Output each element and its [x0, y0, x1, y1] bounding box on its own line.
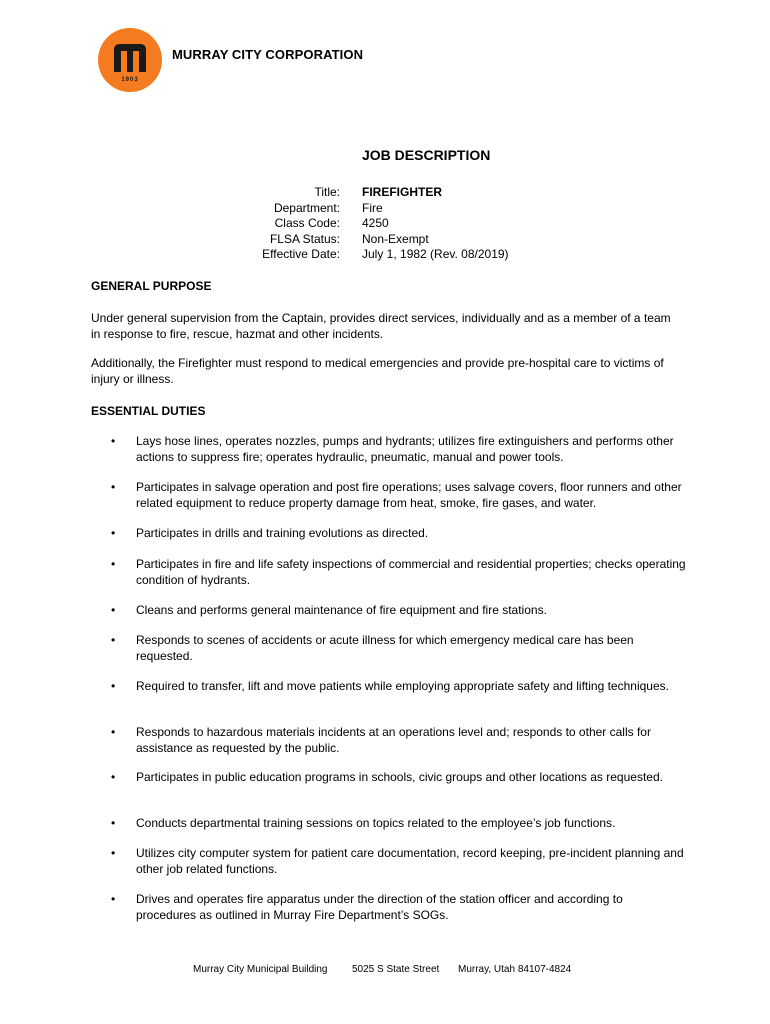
- field-value-department: Fire: [362, 200, 383, 215]
- duty-text: Participates in salvage operation and post fire operations; uses salvage covers, floor runners and other related equipment to reduce property damage from heat, smoke, fire gases, and water.: [136, 480, 682, 510]
- bullet-icon: •: [111, 603, 116, 617]
- duty-text: Participates in fire and life safety inspections of commercial and residential properties; checks operating condition of hydrants.: [136, 557, 686, 587]
- duty-text: Responds to hazardous materials incidents at an operations level and; responds to other calls for assistance as requested by the public.: [136, 725, 651, 755]
- bullet-icon: •: [111, 725, 116, 739]
- field-value-effective-date: July 1, 1982 (Rev. 08/2019): [362, 247, 509, 261]
- murray-city-logo: [98, 28, 162, 92]
- field-value-class-code: 4250: [362, 216, 389, 230]
- field-label-department: Department:: [273, 200, 340, 215]
- document-title: JOB DESCRIPTION: [362, 147, 491, 163]
- field-label-class-code: Class Code:: [274, 216, 340, 230]
- general-purpose-heading: GENERAL PURPOSE: [91, 279, 212, 293]
- bullet-icon: •: [111, 892, 116, 906]
- duty-text: Cleans and performs general maintenance of fire equipment and fire stations.: [136, 603, 547, 617]
- field-value-title: FIREFIGHTER: [362, 185, 442, 199]
- footer-building: Murray City Municipal Building: [193, 964, 328, 975]
- bullet-icon: •: [111, 557, 116, 571]
- bullet-icon: •: [111, 846, 116, 860]
- bullet-icon: •: [111, 434, 116, 448]
- duty-text: Participates in public education programs in schools, civic groups and other locations as requested.: [136, 770, 663, 784]
- essential-duties-heading: ESSENTIAL DUTIES: [91, 404, 206, 418]
- duty-text: Lays hose lines, operates nozzles, pumps and hydrants; utilizes fire extinguishers and performs other actions to suppress fire; operates hydraulic, pneumatic, manual and power tools.: [136, 434, 674, 464]
- field-label-flsa-status: FLSA Status:: [269, 231, 340, 246]
- bullet-icon: •: [111, 480, 116, 494]
- field-values: [362, 185, 662, 263]
- bullet-icon: •: [111, 770, 116, 784]
- general-purpose-paragraph-2: Additionally, the Firefighter must respond to medical emergencies and provide pre-hospital care to victims of injury or illness.: [91, 356, 664, 386]
- organization-name: MURRAY CITY CORPORATION: [172, 47, 364, 62]
- general-purpose-paragraph-1: Under general supervision from the Captain, provides direct services, individually and as a member of a team in response to fire, rescue, hazmat and other incidents.: [91, 311, 671, 341]
- field-label-title: Title:: [314, 185, 340, 199]
- field-value-flsa-status: Non-Exempt: [362, 231, 429, 246]
- footer-city: Murray, Utah 84107-4824: [458, 964, 572, 975]
- field-labels: [200, 185, 340, 263]
- bullet-icon: •: [111, 633, 116, 647]
- duty-text: Participates in drills and training evolutions as directed.: [136, 526, 429, 540]
- duty-text: Utilizes city computer system for patient care documentation, record keeping, pre-incident planning and other job related functions.: [136, 846, 684, 876]
- duty-text: Drives and operates fire apparatus under the direction of the station officer and according to procedures as outlined in Murray Fire Department’s SOGs.: [136, 892, 623, 922]
- bullet-icon: •: [111, 816, 116, 830]
- field-label-effective-date: Effective Date:: [262, 247, 340, 261]
- duty-text: Required to transfer, lift and move patients while employing appropriate safety and lifting techniques.: [136, 679, 669, 693]
- duty-text: Conducts departmental training sessions on topics related to the employee’s job functions.: [136, 816, 616, 830]
- svg-text:1903: 1903: [121, 77, 139, 83]
- bullet-icon: •: [111, 679, 116, 693]
- bullet-icon: •: [111, 526, 116, 540]
- footer-street: 5025 S State Street: [352, 964, 440, 975]
- duty-text: Responds to scenes of accidents or acute illness for which emergency medical care has been requested.: [136, 633, 634, 663]
